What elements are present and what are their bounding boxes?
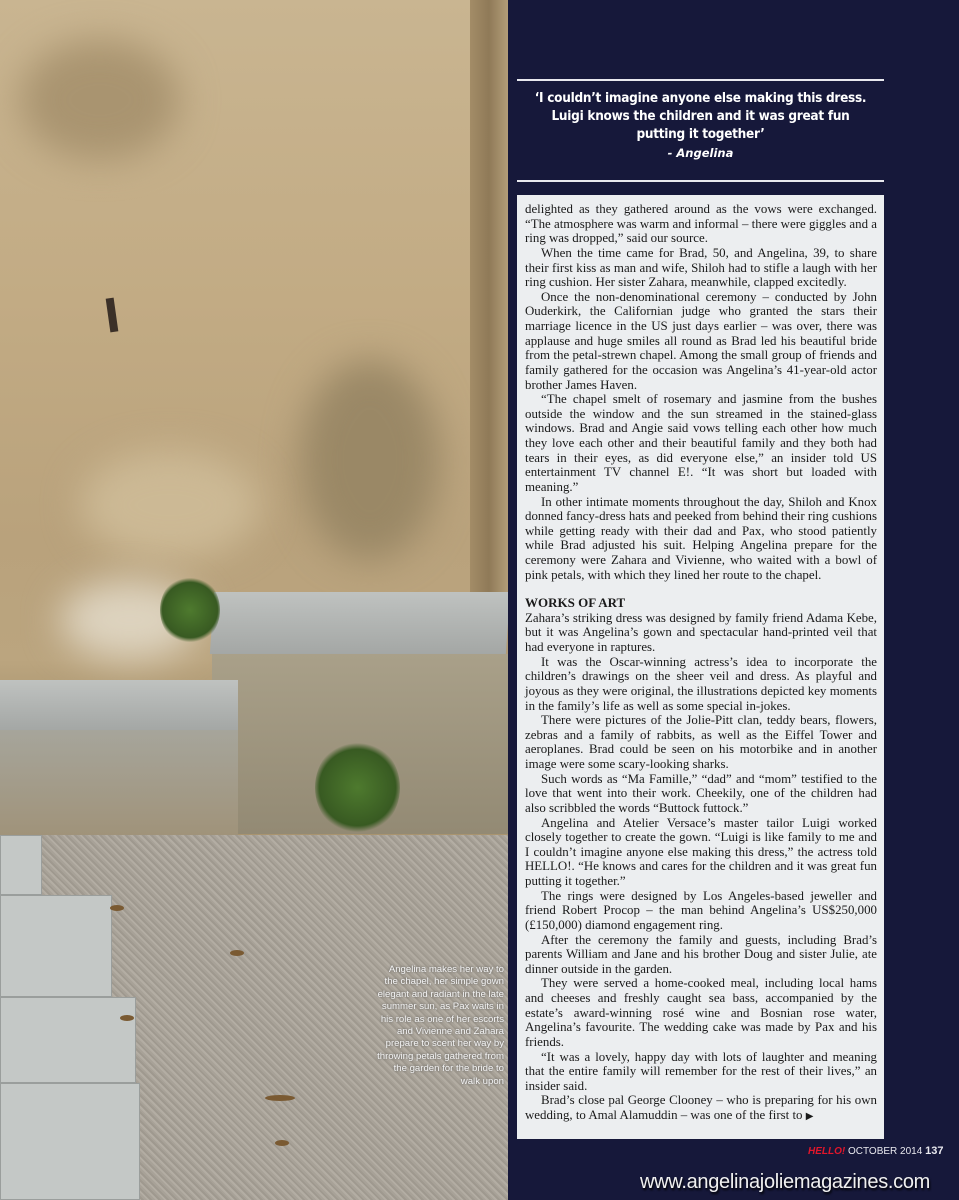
pull-quote [517, 79, 884, 182]
lower-stone-step [0, 680, 238, 730]
fallen-leaf [275, 1140, 289, 1146]
paragraph: The rings were designed by Los Angeles-based jeweller and friend Robert Procop – the man behind Angelina’s US$250,000 (£150,000) diamond engagement ring. [525, 888, 877, 932]
paragraph: In other intimate moments throughout the day, Shiloh and Knox donned fancy-dress hats and peeked from behind their ring cushions while getting ready with their dad and Pax, who stood patiently while Brad adjusted his suit. Helping Angelina prepare for the ceremony were Zahara and Vivienne, who waited with a bowl of pink petals, with which they lined her route to the chapel. [525, 494, 877, 582]
paving-slab [0, 895, 112, 997]
paragraph-last [525, 1093, 877, 1124]
paving-slab [0, 835, 42, 895]
paragraph: They were served a home-cooked meal, including local hams and cheeses and freshly caught sea bass, accompanied by the estate’s award-winning rosé wine and Bosnian rose water, Angelina’s favourite. The wedding cake was made by Pax and his friends. [525, 976, 877, 1049]
magazine-logo: HELLO! [808, 1146, 846, 1157]
paragraph: Once the non-denominational ceremony – conducted by John Ouderkirk, the Californian judge who granted the stars their marriage licence in the US just days earlier – was over, there was applause and huge smiles all round as Brad led his beautiful bride from the petal-strewn chapel. Among the small group of friends and family gathered for the occasion was Angelina’s 41-year-old actor brother James Haven. [525, 289, 877, 392]
continue-arrow-icon: ▶ [805, 1111, 814, 1123]
paragraph: There were pictures of the Jolie-Pitt clan, teddy bears, flowers, zebras and a family of rabbits, as well as the Eiffel Tower and aeroplanes. Brad could be seen on his motorbike and in another image were some scary-looking sharks. [525, 713, 877, 772]
paving-slab [0, 1083, 140, 1200]
fallen-leaf [265, 1095, 295, 1101]
paragraph: Zahara’s striking dress was designed by family friend Adama Kebe, but it was Angelina’s gown and spectacular hand-printed veil that had everyone in raptures. [525, 610, 877, 655]
article-body [517, 195, 884, 1139]
paragraph: It was the Oscar-winning actress’s idea to incorporate the children’s drawings on the sheer veil and dress. As playful and joyous as they were original, the illustrations depicted key moments in the family’s life as well as some special in-jokes. [525, 654, 877, 713]
page-number: 137 [925, 1145, 944, 1157]
plant [160, 575, 220, 645]
paragraph: “The chapel smelt of rosemary and jasmine from the bushes outside the window and the sun streamed in the stained-glass windows. Brad and Angie said vows telling each other how much they love each other and their beautiful family and they both had tears in their eyes, as did everyone else,” an insider told US entertainment TV channel E!. “It was short but loaded with meaning.” [525, 392, 877, 494]
paragraph: After the ceremony the family and guests, including Brad’s parents William and Jane and his brother Doug and sister Julie, ate dinner outside in the garden. [525, 932, 877, 976]
fallen-leaf [120, 1015, 134, 1021]
plant [315, 740, 400, 835]
fallen-leaf [110, 905, 124, 911]
paving-slab [0, 997, 136, 1083]
upper-stone-step [210, 592, 508, 654]
paragraph: Angelina and Atelier Versace’s master tailor Luigi worked closely together to create the gown. “Luigi is like family to me and I couldn’t imagine anyone else making this dress,” the actress told HELLO!. “He knows and cares for the children and it was great fun putting it together.” [525, 815, 877, 889]
paragraph: delighted as they gathered around as the vows were exchanged. “The atmosphere was warm and informal – there were giggles and a ring was dropped,” said our source. [525, 202, 877, 246]
wall-stain [20, 40, 180, 160]
pull-quote-attribution: - Angelina [667, 146, 734, 160]
section-heading: WORKS OF ART [525, 595, 626, 611]
pull-quote-text: ‘I couldn’t imagine anyone else making this dress. Luigi knows the children and it was great fun putting it together’ [534, 91, 867, 142]
photo-caption: Angelina makes her way to the chapel, her simple gown elegant and radiant in the late summer sun, as Pax waits in his role as one of her escorts and Vivienne and Zahara prepare to scent her way by throwing petals gathered from the garden for the bride to walk upon [377, 964, 504, 1087]
wall-corner [470, 0, 508, 680]
page-footer [808, 1145, 943, 1158]
watermark: www.angelinajoliemagazines.com [640, 1171, 931, 1193]
issue-date: OCTOBER 2014 [848, 1146, 923, 1157]
paragraph: “It was a lovely, happy day with lots of laughter and meaning that the entire family will remember for the rest of their lives,” an insider said. [525, 1049, 877, 1093]
paragraph-text: Brad’s close pal George Clooney – who is preparing for his own wedding, to Amal Alamuddin – was one of the first to [525, 1093, 877, 1123]
wall-stain [300, 360, 440, 560]
fallen-leaf [230, 950, 244, 956]
paragraph: Such words as “Ma Famille,” “dad” and “mom” testified to the love that went into their work. Cheekily, one of the children had also scribbled the words “Buttock futtock.” [525, 771, 877, 815]
paragraph: When the time came for Brad, 50, and Angelina, 39, to share their first kiss as man and wife, Shiloh had to stifle a laugh with her ring cushion. Her sister Zahara, meanwhile, clapped excitedly. [525, 245, 877, 290]
lower-step-face [0, 730, 238, 835]
wall-stain [80, 450, 260, 560]
wall-nail [106, 298, 119, 333]
